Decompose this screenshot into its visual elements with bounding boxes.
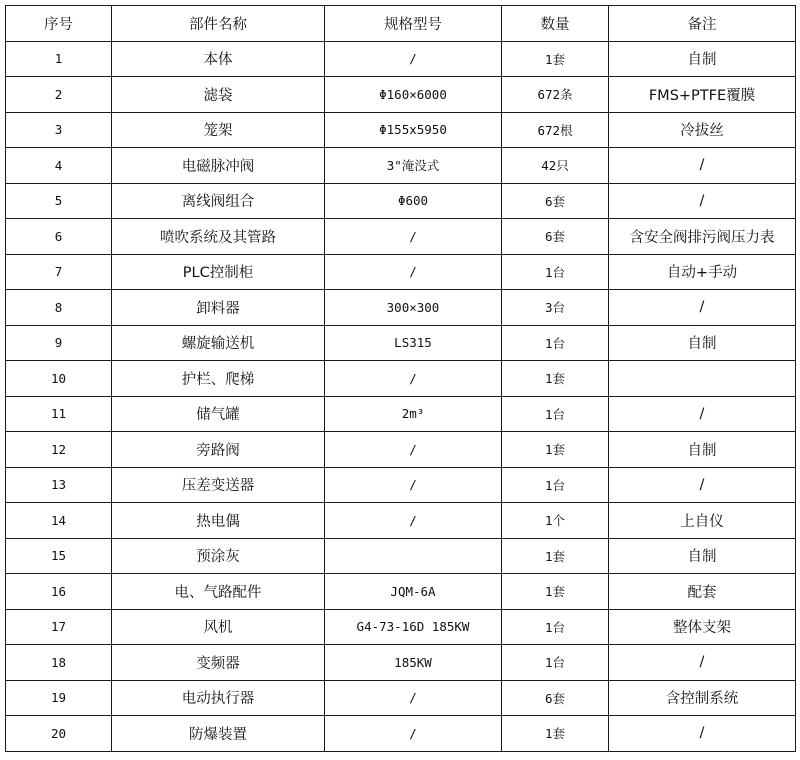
cell-spec-model: / <box>325 432 502 468</box>
cell-spec-model: / <box>325 219 502 255</box>
cell-part-name: 储气罐 <box>112 396 325 432</box>
cell-remarks: / <box>609 290 796 326</box>
table-row <box>6 361 796 397</box>
cell-spec-model: / <box>325 467 502 503</box>
cell-spec-model: Φ600 <box>325 183 502 219</box>
header-spec-model: 规格型号 <box>325 6 502 42</box>
cell-index: 18 <box>6 645 112 681</box>
cell-part-name: 滤袋 <box>112 77 325 113</box>
cell-remarks: 自制 <box>609 41 796 77</box>
cell-index: 12 <box>6 432 112 468</box>
table-row <box>6 112 796 148</box>
cell-part-name: 压差变送器 <box>112 467 325 503</box>
cell-spec-model: Φ155x5950 <box>325 112 502 148</box>
cell-part-name: 喷吹系统及其管路 <box>112 219 325 255</box>
cell-index: 4 <box>6 148 112 184</box>
cell-quantity: 1台 <box>502 467 609 503</box>
cell-spec-model: / <box>325 254 502 290</box>
cell-remarks: / <box>609 467 796 503</box>
cell-part-name: 笼架 <box>112 112 325 148</box>
table-row <box>6 396 796 432</box>
header-remarks: 备注 <box>609 6 796 42</box>
cell-spec-model: / <box>325 41 502 77</box>
table-row <box>6 219 796 255</box>
cell-quantity: 6套 <box>502 680 609 716</box>
cell-part-name: 变频器 <box>112 645 325 681</box>
cell-remarks <box>609 361 796 397</box>
cell-part-name: 离线阀组合 <box>112 183 325 219</box>
cell-remarks: / <box>609 396 796 432</box>
cell-quantity: 672条 <box>502 77 609 113</box>
cell-part-name: 电磁脉冲阀 <box>112 148 325 184</box>
cell-index: 15 <box>6 538 112 574</box>
header-quantity: 数量 <box>502 6 609 42</box>
cell-remarks: / <box>609 183 796 219</box>
parts-list-sheet <box>5 5 795 752</box>
table-row <box>6 503 796 539</box>
cell-quantity: 1套 <box>502 716 609 752</box>
cell-quantity: 1台 <box>502 325 609 361</box>
cell-quantity: 672根 <box>502 112 609 148</box>
cell-index: 8 <box>6 290 112 326</box>
cell-spec-model: Φ160×6000 <box>325 77 502 113</box>
cell-spec-model: / <box>325 716 502 752</box>
cell-quantity: 1台 <box>502 645 609 681</box>
cell-quantity: 42只 <box>502 148 609 184</box>
cell-quantity: 1套 <box>502 574 609 610</box>
cell-remarks: 上自仪 <box>609 503 796 539</box>
cell-quantity: 1套 <box>502 41 609 77</box>
cell-remarks: 自制 <box>609 432 796 468</box>
cell-index: 19 <box>6 680 112 716</box>
cell-index: 3 <box>6 112 112 148</box>
table-row <box>6 538 796 574</box>
cell-remarks: 自制 <box>609 325 796 361</box>
cell-spec-model: G4-73-16D 185KW <box>325 609 502 645</box>
cell-part-name: 电、气路配件 <box>112 574 325 610</box>
cell-index: 5 <box>6 183 112 219</box>
cell-part-name: 护栏、爬梯 <box>112 361 325 397</box>
cell-remarks: 整体支架 <box>609 609 796 645</box>
cell-quantity: 6套 <box>502 219 609 255</box>
cell-remarks: 含安全阀排污阀压力表 <box>609 219 796 255</box>
table-row <box>6 645 796 681</box>
cell-part-name: 电动执行器 <box>112 680 325 716</box>
cell-quantity: 1套 <box>502 538 609 574</box>
table-row <box>6 325 796 361</box>
table-row <box>6 467 796 503</box>
cell-part-name: 本体 <box>112 41 325 77</box>
cell-quantity: 3台 <box>502 290 609 326</box>
cell-remarks: / <box>609 148 796 184</box>
cell-quantity: 1台 <box>502 396 609 432</box>
table-row <box>6 41 796 77</box>
cell-remarks: 冷拔丝 <box>609 112 796 148</box>
table-row <box>6 716 796 752</box>
cell-quantity: 1套 <box>502 361 609 397</box>
table-row <box>6 183 796 219</box>
cell-remarks: 含控制系统 <box>609 680 796 716</box>
cell-part-name: 螺旋输送机 <box>112 325 325 361</box>
cell-index: 13 <box>6 467 112 503</box>
cell-index: 16 <box>6 574 112 610</box>
cell-spec-model <box>325 538 502 574</box>
cell-index: 7 <box>6 254 112 290</box>
cell-part-name: PLC控制柜 <box>112 254 325 290</box>
cell-part-name: 预涂灰 <box>112 538 325 574</box>
cell-spec-model: / <box>325 361 502 397</box>
cell-part-name: 防爆装置 <box>112 716 325 752</box>
cell-index: 6 <box>6 219 112 255</box>
cell-spec-model: 300×300 <box>325 290 502 326</box>
cell-spec-model: LS315 <box>325 325 502 361</box>
cell-part-name: 旁路阀 <box>112 432 325 468</box>
cell-index: 10 <box>6 361 112 397</box>
cell-remarks: 自动+手动 <box>609 254 796 290</box>
cell-spec-model: / <box>325 680 502 716</box>
cell-part-name: 风机 <box>112 609 325 645</box>
cell-spec-model: / <box>325 503 502 539</box>
cell-index: 11 <box>6 396 112 432</box>
cell-quantity: 1个 <box>502 503 609 539</box>
cell-index: 9 <box>6 325 112 361</box>
cell-remarks: 自制 <box>609 538 796 574</box>
cell-quantity: 1台 <box>502 254 609 290</box>
table-row <box>6 148 796 184</box>
table-body <box>6 41 796 751</box>
table-row <box>6 77 796 113</box>
table-row <box>6 609 796 645</box>
cell-index: 20 <box>6 716 112 752</box>
cell-part-name: 卸料器 <box>112 290 325 326</box>
cell-index: 1 <box>6 41 112 77</box>
cell-index: 17 <box>6 609 112 645</box>
header-part-name: 部件名称 <box>112 6 325 42</box>
cell-remarks: / <box>609 716 796 752</box>
cell-index: 2 <box>6 77 112 113</box>
table-row <box>6 574 796 610</box>
cell-quantity: 6套 <box>502 183 609 219</box>
table-row <box>6 290 796 326</box>
table-header-row <box>6 6 796 42</box>
cell-spec-model: 3"淹没式 <box>325 148 502 184</box>
table-row <box>6 254 796 290</box>
parts-table <box>5 5 796 752</box>
header-index: 序号 <box>6 6 112 42</box>
cell-remarks: / <box>609 645 796 681</box>
cell-part-name: 热电偶 <box>112 503 325 539</box>
cell-spec-model: 2m³ <box>325 396 502 432</box>
cell-spec-model: 185KW <box>325 645 502 681</box>
cell-quantity: 1套 <box>502 432 609 468</box>
cell-remarks: 配套 <box>609 574 796 610</box>
cell-remarks: FMS+PTFE覆膜 <box>609 77 796 113</box>
cell-spec-model: JQM-6A <box>325 574 502 610</box>
cell-index: 14 <box>6 503 112 539</box>
cell-quantity: 1台 <box>502 609 609 645</box>
table-row <box>6 680 796 716</box>
table-row <box>6 432 796 468</box>
